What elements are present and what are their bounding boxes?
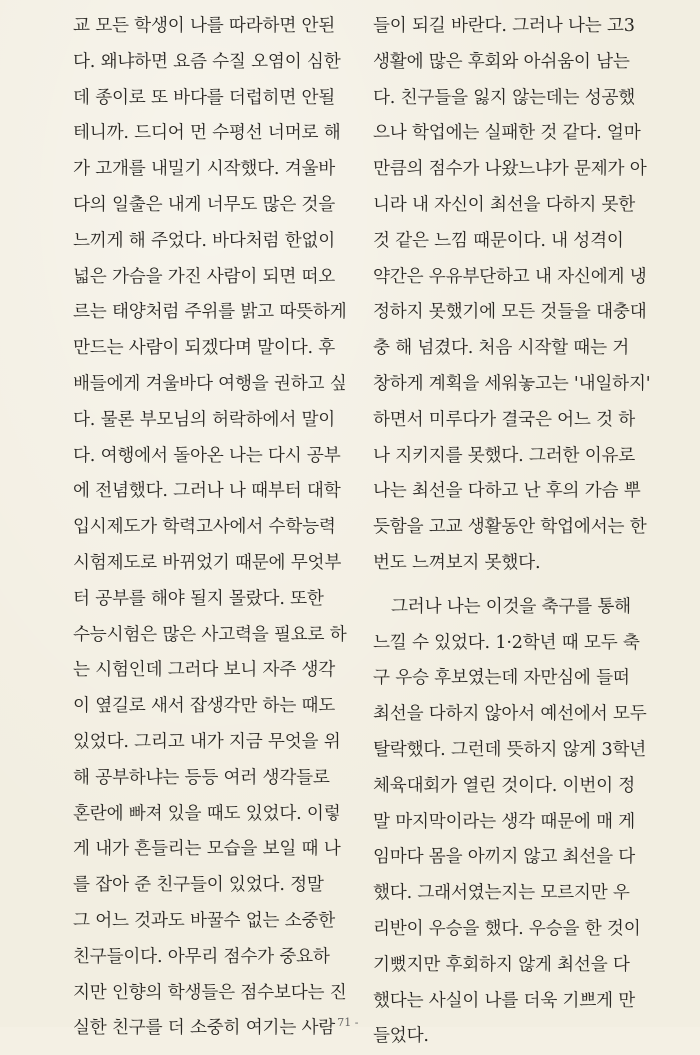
text-line: 만큼의 점수가 나왔느냐가 문제가 아 <box>373 159 647 180</box>
text-line: 느낄 수 있었다. 1·2학년 때 모두 축 <box>373 632 640 653</box>
right-text-column <box>373 9 655 1055</box>
text-line: 나 지키지를 못했다. 그러한 이유로 <box>373 445 636 466</box>
text-line: 했다. 그래서였는지는 모르지만 우 <box>373 883 630 904</box>
text-line: 에 전념했다. 그러나 나 때부터 대학 <box>73 481 341 502</box>
paragraph-gap <box>373 582 655 590</box>
page-number: - 71 - <box>330 1016 359 1029</box>
text-line: 실한 친구를 더 소중히 여기는 사람 <box>73 1018 336 1039</box>
text-line: 그러나 나는 이것을 축구를 통해 <box>391 596 631 617</box>
text-line: 넓은 가슴을 가진 사람이 되면 떠오 <box>73 266 336 287</box>
text-line: 말 마지막이라는 생각 때문에 매 게 <box>373 811 636 832</box>
text-line: 만드는 사람이 되겠다며 말이다. 후 <box>73 338 336 359</box>
text-line: 느끼게 해 주었다. 바다처럼 한없이 <box>73 230 336 251</box>
text-line: 터 공부를 해야 될지 몰랐다. 또한 <box>73 588 324 609</box>
text-line: 체육대회가 열린 것이다. 이번이 정 <box>373 775 636 796</box>
left-text-column <box>73 9 351 1047</box>
text-line: 그 어느 것과도 바꿀수 없는 소중한 <box>73 910 336 931</box>
text-line: 다. 여행에서 돌아온 나는 다시 공부 <box>73 445 341 466</box>
text-line: 입시제도가 학력고사에서 수학능력 <box>73 517 336 538</box>
text-line: 기뻤지만 후회하지 않게 최선을 다 <box>373 954 630 975</box>
text-line: 탈락했다. 그런데 뜻하지 않게 3학년 <box>373 739 647 760</box>
text-line: 충 해 넘겼다. 처음 시작할 때는 거 <box>373 338 630 359</box>
text-line: 으나 학업에는 실패한 것 같다. 얼마 <box>373 123 641 144</box>
text-line: 테니까. 드디어 먼 수평선 너머로 해 <box>73 123 341 144</box>
text-line: 생활에 많은 후회와 아쉬움이 남는 <box>373 51 630 72</box>
text-line: 최선을 다하지 않아서 예선에서 모두 <box>373 704 647 725</box>
text-line: 들었다. <box>373 1026 429 1047</box>
text-line: 해 공부하냐는 등등 여러 생각들로 <box>73 767 330 788</box>
text-line: 듯함을 고교 생활동안 학업에서는 한 <box>373 517 647 538</box>
text-line: 배들에게 겨울바다 여행을 권하고 싶 <box>73 373 347 394</box>
text-line: 리반이 우승을 했다. 우승을 한 것이 <box>373 918 641 939</box>
text-line: 가 고개를 내밀기 시작했다. 겨울바 <box>73 159 336 180</box>
text-line: 르는 태양처럼 주위를 밝고 따뜻하게 <box>73 302 347 323</box>
text-line: 정하지 못했기에 모든 것들을 대충대 <box>373 302 647 323</box>
text-line: 했다는 사실이 나를 더욱 기쁘게 만 <box>373 990 636 1011</box>
text-line: 다. 물론 부모님의 허락하에서 말이 <box>73 409 336 430</box>
text-line: 수능시험은 많은 사고력을 필요로 하 <box>73 624 347 645</box>
text-line: 다. 친구들을 잃지 않는데는 성공했 <box>373 87 636 108</box>
text-line: 시험제도로 바뀌었기 때문에 무엇부 <box>73 552 342 573</box>
text-line: 임마다 몸을 아끼지 않고 최선을 다 <box>373 847 636 868</box>
text-line: 있었다. 그리고 내가 지금 무엇을 위 <box>73 731 341 752</box>
text-line: 혼란에 빠져 있을 때도 있었다. 이렇 <box>73 803 341 824</box>
text-line: 데 종이로 또 바다를 더럽히면 안될 <box>73 87 336 108</box>
text-line: 는 시험인데 그러다 보니 자주 생각 <box>73 660 336 681</box>
text-line: 들이 되길 바란다. 그러나 나는 고3 <box>373 16 635 36</box>
text-line: 창하게 계획을 세워놓고는 '내일하지' <box>373 373 651 394</box>
text-line: 다. 왜냐하면 요즘 수질 오염이 심한 <box>73 51 341 72</box>
text-line: 게 내가 흔들리는 모습을 보일 때 나 <box>73 839 341 860</box>
text-line: 를 잡아 준 친구들이 있었다. 정말 <box>73 875 324 896</box>
text-line: 이 옆길로 새서 잡생각만 하는 때도 <box>73 696 336 717</box>
text-line: 것 같은 느낌 때문이다. 내 성격이 <box>373 230 624 251</box>
text-line: 구 우승 후보였는데 자만심에 들떠 <box>373 668 630 689</box>
text-line: 약간은 우유부단하고 내 자신에게 냉 <box>373 266 647 287</box>
text-line: 친구들이다. 아무리 점수가 중요하 <box>73 946 330 967</box>
text-line: 번도 느껴보지 못했다. <box>373 552 541 573</box>
text-line: 교 모든 학생이 나를 따라하면 안된 <box>73 16 336 36</box>
text-line: 지만 인향의 학생들은 점수보다는 진 <box>73 982 347 1003</box>
text-line: 다의 일출은 내게 너무도 많은 것을 <box>73 194 336 215</box>
text-line: 하면서 미루다가 결국은 어느 것 하 <box>373 409 636 430</box>
text-line: 니라 내 자신이 최선을 다하지 못한 <box>373 194 636 215</box>
text-line: 나는 최선을 다하고 난 후의 가슴 뿌 <box>373 481 641 502</box>
